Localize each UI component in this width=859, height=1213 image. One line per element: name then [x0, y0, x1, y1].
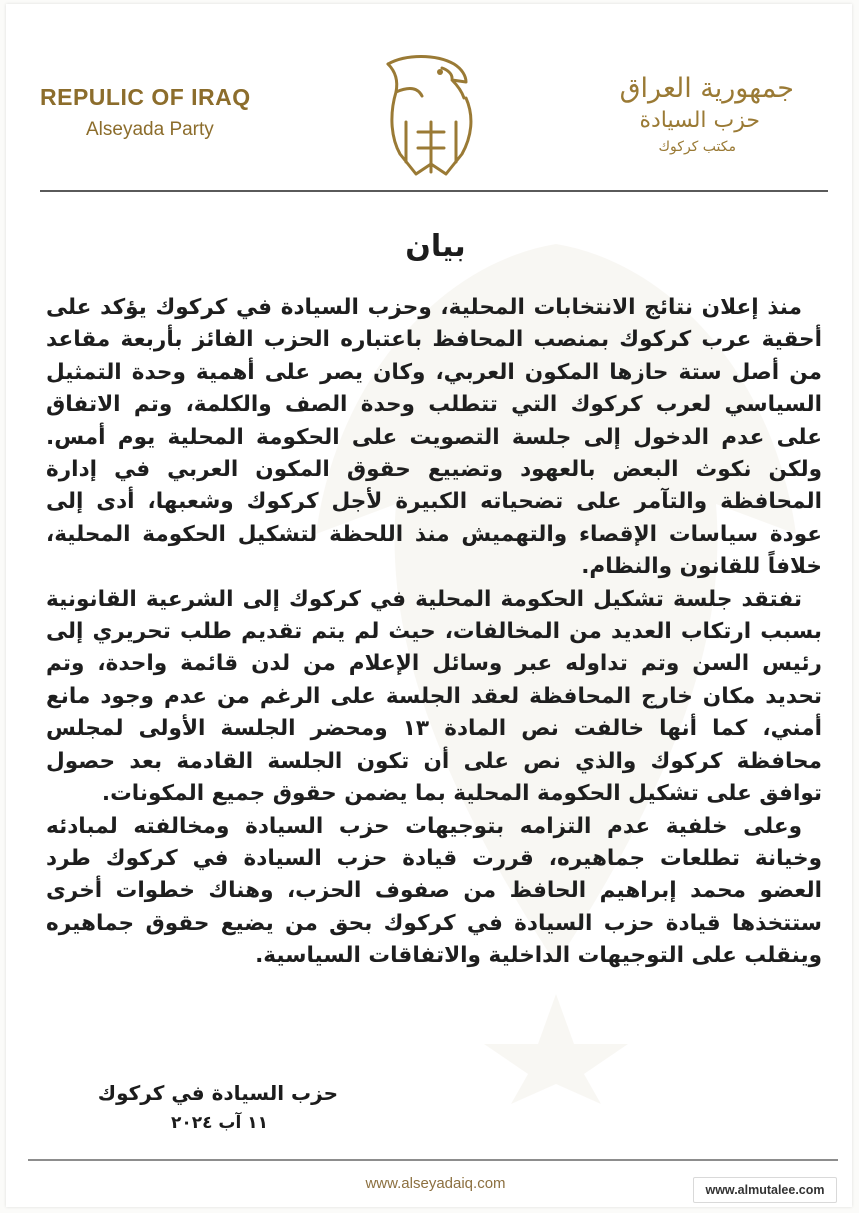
- signature-name: حزب السيادة في كركوك: [97, 1081, 338, 1105]
- paragraph-3: وعلى خلفية عدم التزامه بتوجيهات حزب السيادة ومخالفته لمبادئه وخيانة تطلعات جماهيره، قررت قيادة حزب السيادة في كركوك طرد العضو محمد إبراهيم الحافظ من صفوف الحزب، وهناك خطوات أخرى ستتخذها قيادة حزب السيادة في كركوك بحق من يضيع حقوق جماهيره وينقلب على التوجيهات الداخلية والاتفاقات السياسية.: [46, 813, 822, 969]
- arabic-country-name: جمهورية العراق: [619, 73, 794, 104]
- statement-title: بيان: [405, 229, 466, 264]
- header-divider: [40, 190, 828, 192]
- paragraph-1: منذ إعلان نتائج الانتخابات المحلية، وحزب السيادة في كركوك يؤكد على أحقية عرب كركوك بمنصب المحافظ باعتباره الحزب الفائز بأربعة مقاعد من أصل ستة حازها المكون العربي، وكان يصر على أهمية وحدة التمثيل السياسي لعرب كركوك التي تتطلب وحدة الصف والكلمة، وتم الاتفاق على عدم الدخول إلى جلسة التصويت على الحكومة المحلية يوم أمس. ولكن نكوث البعض بالعهود وتضييع حقوق المكون العربي في إدارة المحافظة والتآمر على تضحياته الكبيرة لأجل كركوك وشعبها، أدى إلى عودة سياسات الإقصاء والتهميش منذ اللحظة لتشكيل الحكومة المحلية، خلافاً للقانون والنظام.: [46, 295, 822, 580]
- paragraph-2: تفتقد جلسة تشكيل الحكومة المحلية في كركوك إلى الشرعية القانونية بسبب ارتكاب العديد من المخالفات، حيث لم يتم تقديم طلب تحريري إلى رئيس السن وتم تداوله عبر وسائل الإعلام من لدن قائمة واحدة، وتم تحديد مكان خارج المحافظة لعقد الجلسة على الرغم من عدم وجود مانع أمني، كما أنها خالفت نص المادة ١٣ ومحضر الجلسة الأولى لمجلس محافظة كركوك والذي نص على أن تكون الجلسة القادمة بعد حصول توافق على تشكيل الحكومة المحلية بما يضمن حقوق جميع المكونات.: [46, 586, 823, 807]
- statement-body: [46, 292, 822, 973]
- eagle-emblem-icon: [376, 52, 486, 182]
- header-english: [40, 84, 320, 141]
- arabic-office-name: مكتب كركوك: [658, 139, 736, 155]
- arabic-party-name: حزب السيادة: [639, 108, 760, 133]
- header-arabic: [554, 72, 794, 158]
- signature-date: ١١ آب ٢٠٢٤: [170, 1113, 268, 1133]
- footer-divider: [28, 1159, 838, 1161]
- source-watermark-badge: www.almutalee.com: [693, 1177, 837, 1203]
- footer-website: www.alseyadaiq.com: [365, 1175, 506, 1192]
- signature-block: [76, 1078, 338, 1138]
- english-country-name: REPULIC OF IRAQ: [40, 84, 251, 110]
- document-page: [6, 4, 852, 1207]
- english-party-name: Alseyada Party: [86, 119, 214, 140]
